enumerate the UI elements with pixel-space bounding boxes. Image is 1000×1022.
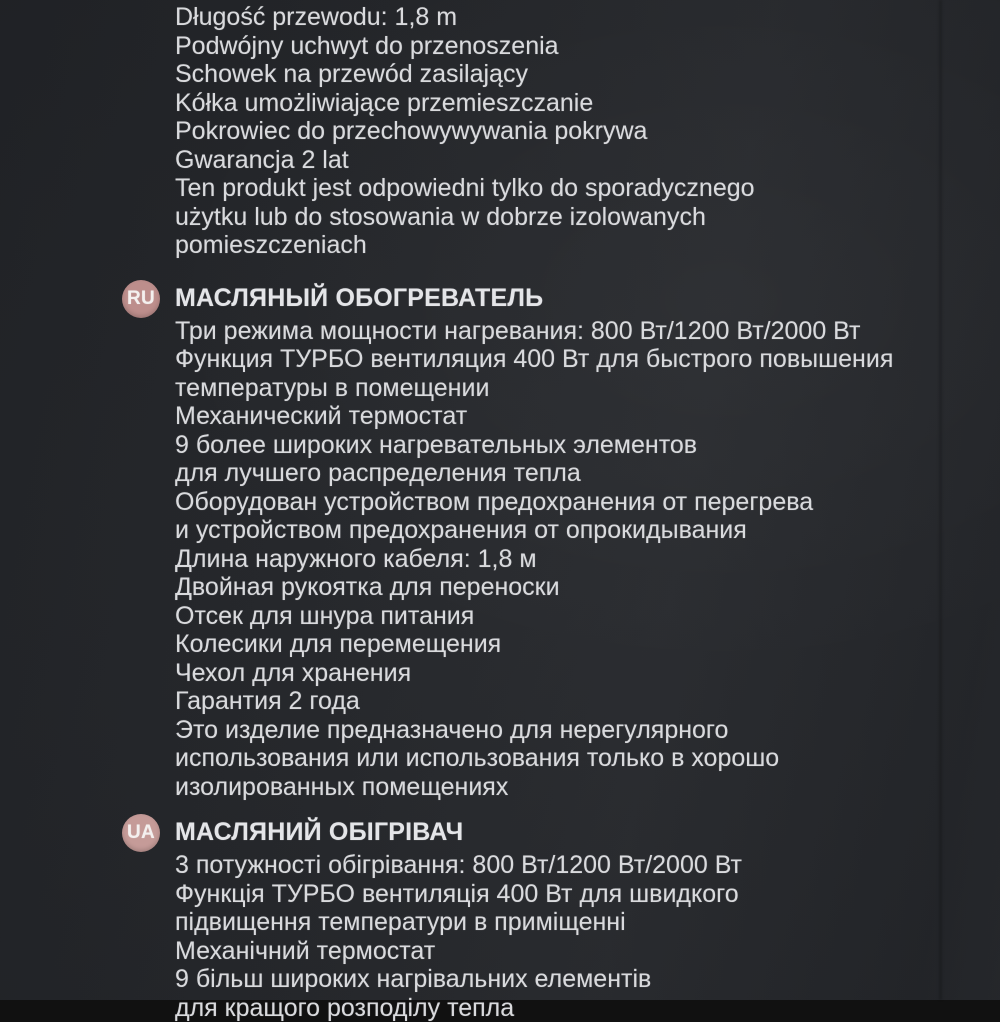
feature-line: Механический термостат — [175, 402, 945, 431]
language-section-ua — [175, 817, 945, 1022]
content-column — [175, 3, 945, 1022]
feature-line: Отсек для шнура питания — [175, 602, 945, 631]
feature-line: Чехол для хранения — [175, 659, 945, 688]
feature-line: Колесики для перемещения — [175, 630, 945, 659]
feature-line: Podwójny uchwyt do przenoszenia — [175, 32, 945, 61]
section-heading-ua: МАСЛЯНИЙ ОБІГРІВАЧ — [175, 817, 945, 847]
feature-line: Три режима мощности нагревания: 800 Вт/1200 Вт/2000 Вт — [175, 317, 945, 346]
feature-line: температуры в помещении — [175, 374, 945, 403]
feature-lines-ru — [175, 317, 945, 802]
feature-line: Это изделие предназначено для нерегулярного — [175, 716, 945, 745]
feature-line: Długość przewodu: 1,8 m — [175, 3, 945, 32]
language-badge-ua — [122, 814, 160, 852]
feature-line: Gwarancja 2 lat — [175, 146, 945, 175]
feature-line: Schowek na przewód zasilający — [175, 60, 945, 89]
feature-line: Функция ТУРБО вентиляция 400 Вт для быстрого повышения — [175, 345, 945, 374]
section-heading-ru: МАСЛЯНЫЙ ОБОГРЕВАТЕЛЬ — [175, 283, 945, 313]
feature-line: 9 более широких нагревательных элементов — [175, 431, 945, 460]
language-section-ru — [175, 283, 945, 802]
feature-line: Длина наружного кабеля: 1,8 м — [175, 545, 945, 574]
feature-line: и устройством предохранения от опрокидывания — [175, 516, 945, 545]
feature-line: Механічний термостат — [175, 937, 945, 966]
feature-line: использования или использования только в хорошо — [175, 744, 945, 773]
feature-line: pomieszczeniach — [175, 231, 945, 260]
language-badge-label: UA — [127, 822, 155, 844]
feature-line: Функція ТУРБО вентиляція 400 Вт для швидкого — [175, 880, 945, 909]
feature-line: підвищення температури в приміщенні — [175, 908, 945, 937]
feature-line: 3 потужності обігрівання: 800 Вт/1200 Вт/2000 Вт — [175, 851, 945, 880]
feature-lines-ua — [175, 851, 945, 1022]
feature-line: 9 більш широких нагрівальних елементів — [175, 965, 945, 994]
feature-line: Двойная рукоятка для переноски — [175, 573, 945, 602]
language-section-pl — [175, 3, 945, 260]
feature-line: Оборудован устройством предохранения от перегрева — [175, 488, 945, 517]
feature-line: Pokrowiec do przechowywywania pokrywa — [175, 117, 945, 146]
feature-line: Гарантия 2 года — [175, 687, 945, 716]
feature-line: изолированных помещениях — [175, 773, 945, 802]
section-header-ua — [175, 817, 945, 847]
feature-line: Kółka umożliwiające przemieszczanie — [175, 89, 945, 118]
feature-lines-pl — [175, 3, 945, 260]
feature-line: Ten produkt jest odpowiedni tylko do sporadycznego — [175, 174, 945, 203]
feature-line: użytku lub do stosowania w dobrze izolowanych — [175, 203, 945, 232]
feature-line: для лучшего распределения тепла — [175, 459, 945, 488]
language-badge-label: RU — [127, 288, 155, 310]
language-badge-ru — [122, 280, 160, 318]
section-header-ru — [175, 283, 945, 313]
feature-line: для кращого розподілу тепла — [175, 994, 945, 1022]
